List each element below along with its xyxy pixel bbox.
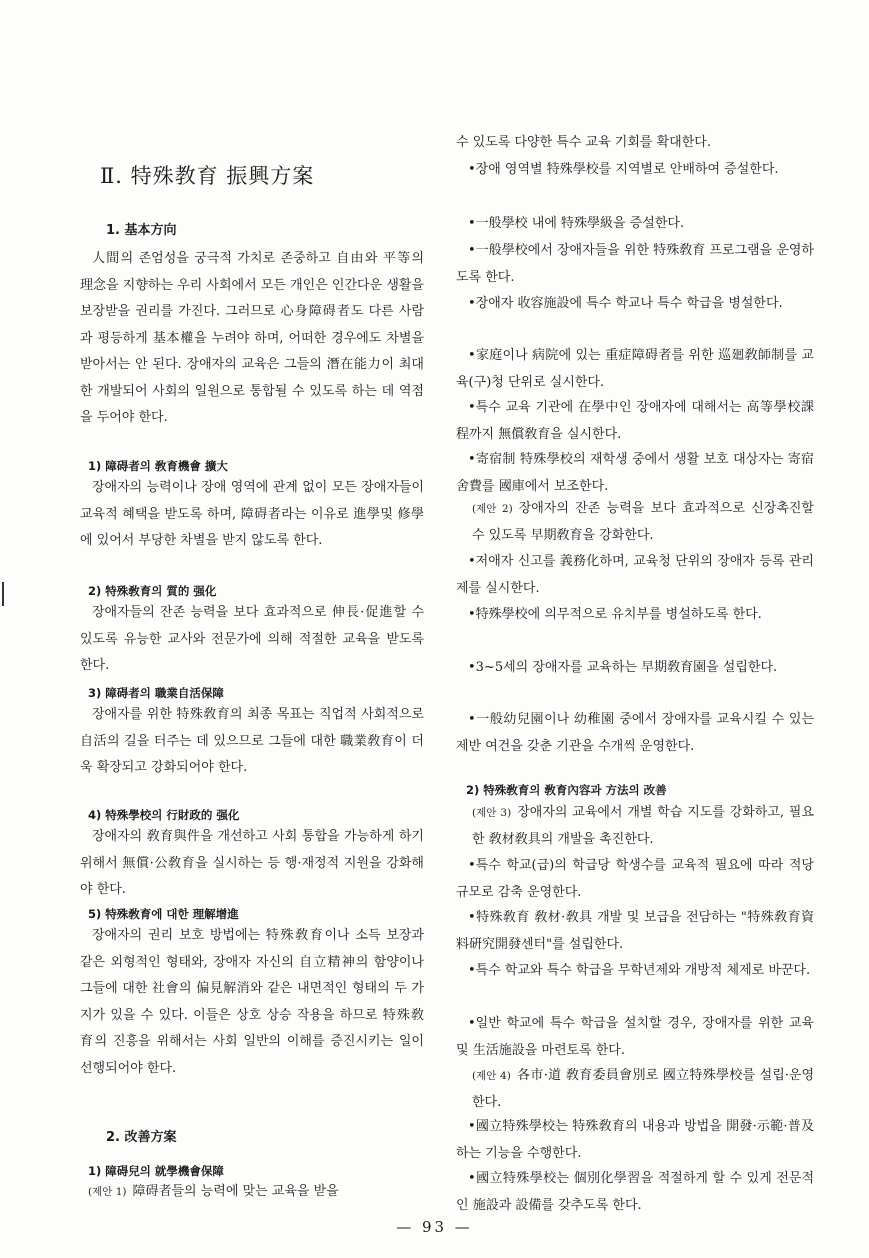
proposal-4-text: 各市·道 敎育委員會別로 國立特殊學校를 설립·운영한다. bbox=[472, 1068, 814, 1110]
proposal-3-bullet-1: •특수 학교(급)의 학급당 학생수를 교육적 필요에 따라 적당 규모로 감축 운영한다. bbox=[456, 858, 814, 900]
paragraph-2: 장애자들의 잔존 능력을 보다 효과적으로 伸長·促進할 수 있도록 유능한 교사와 전문가에 의해 적절한 교육을 받도록 한다. bbox=[80, 605, 424, 673]
subheading-content-method: 2) 特殊敎育의 敎育內容과 方法의 改善 bbox=[466, 783, 667, 797]
section-heading-basic-direction: 1. 基本方向 bbox=[106, 223, 177, 238]
subheading-5: 5) 特殊敎育에 대한 理解增進 bbox=[88, 907, 239, 921]
proposal-1-tag: (제안 1) bbox=[88, 1186, 127, 1198]
proposal-3-text: 장애자의 교육에서 개별 학습 지도를 강화하고, 필요한 敎材敎具의 개발을 촉진한다. bbox=[472, 805, 814, 847]
subheading-4: 4) 特殊學校의 行財政的 强化 bbox=[88, 808, 240, 822]
paragraph-1: 장애자의 능력이나 장애 영역에 관계 없이 모든 장애자들이 교육적 혜택을 받도록 하며, 障碍者라는 이유로 進學및 修學에 있어서 부당한 차별을 받지 않도록 한다. bbox=[80, 480, 424, 548]
subheading-3: 3) 障碍者의 職業自活保障 bbox=[88, 686, 224, 700]
proposal-3-tag: (제안 3) bbox=[472, 807, 512, 819]
proposal-4 bbox=[472, 1063, 814, 1116]
proposal-3-bullet-4: •일반 학교에 특수 학급을 설치할 경우, 장애자를 위한 교육 및 生活施設을 마련토록 한다. bbox=[456, 1016, 814, 1058]
section-intro-paragraph: 人間의 존엄성을 궁극적 가치로 존중하고 自由와 平等의 理念을 지향하는 우리 사회에서 모든 개인은 인간다운 생활을 보장받을 권리를 가진다. 그러므로 心身障碍者도 다른 사람과 평등하게 基本權을 누려야 하며, 어떠한 경우에도 차별을 받아서는 안 된다. 장애자의 교육은 그들의 潛在能力이 최대한 개발되어 사회의 일원으로 통합될 수 있도록 하는 데 역점을 두어야 한다. bbox=[80, 251, 424, 425]
subheading-2: 2) 特殊敎育의 質的 强化 bbox=[88, 584, 217, 598]
proposal-1-text-left: 障碍者들의 능력에 맞는 교육을 받을 bbox=[132, 1184, 339, 1199]
scan-margin-mark bbox=[2, 582, 4, 606]
subheading-enrollment: 1) 障碍兒의 就學機會保障 bbox=[88, 1164, 224, 1178]
proposal-1-bullet-1: •장애 영역별 特殊學校를 지역별로 안배하여 증설한다. bbox=[468, 162, 779, 177]
proposal-2-bullet-2: •特殊學校에 의무적으로 유치부를 병설하도록 한다. bbox=[468, 607, 762, 622]
section-heading-improvement: 2. 改善方案 bbox=[106, 1130, 177, 1145]
proposal-2 bbox=[472, 496, 814, 549]
proposal-2-bullet-3: •3~5세의 장애자를 교육하는 早期敎育園을 설립한다. bbox=[468, 660, 778, 675]
proposal-3 bbox=[472, 800, 814, 853]
proposal-1-start bbox=[88, 1179, 428, 1206]
proposal-1-bullet-4: •장애자 收容施設에 특수 학교나 특수 학급을 병설한다. bbox=[468, 296, 783, 311]
proposal-1-bullet-5: •家庭이나 病院에 있는 重症障碍者를 위한 巡廻敎師制를 교육(구)청 단위로 실시한다. bbox=[456, 348, 814, 390]
proposal-2-text: 장애자의 잔존 능력을 보다 효과적으로 신장촉진할 수 있도록 早期敎育을 강화한다. bbox=[472, 501, 814, 543]
proposal-1-bullet-3: •一般學校에서 장애자들을 위한 特殊敎育 프로그램을 운영하도록 한다. bbox=[456, 243, 814, 285]
proposal-1-continuation: 수 있도록 다양한 특수 교육 기회를 확대한다. bbox=[456, 135, 711, 150]
paragraph-4: 장애자의 敎育與件을 개선하고 사회 통합을 가능하게 하기 위해서 無償·公敎育을 실시하는 등 행·재정적 지원을 강화해야 한다. bbox=[80, 829, 424, 897]
proposal-2-tag: (제안 2) bbox=[472, 503, 513, 515]
proposal-4-tag: (제안 4) bbox=[472, 1070, 511, 1082]
proposal-3-bullet-3: •특수 학교와 특수 학급을 무학년제와 개방적 체제로 바꾼다. bbox=[468, 963, 811, 978]
proposal-2-bullet-4: •一般幼兒園이나 幼稚園 중에서 장애자를 교육시킬 수 있는 제반 여건을 갖춘 기관을 수개씩 운영한다. bbox=[456, 712, 814, 754]
subheading-1: 1) 障碍者의 敎育機會 擴大 bbox=[88, 459, 228, 473]
chapter-title: Ⅱ. 特殊教育 振興方案 bbox=[100, 164, 315, 188]
proposal-1-bullet-6: •특수 교육 기관에 在學中인 장애자에 대해서는 高等學校課程까지 無償敎育을 실시한다. bbox=[456, 400, 814, 442]
proposal-1-bullet-7: •寄宿制 特殊學校의 재학생 중에서 생활 보호 대상자는 寄宿舍費를 國庫에서 보조한다. bbox=[456, 452, 814, 494]
proposal-1-bullet-2: •一般學校 내에 特殊學級을 증설한다. bbox=[468, 216, 685, 231]
page-number: — 93 — bbox=[396, 1218, 473, 1236]
proposal-2-bullet-1: •저애자 신고를 義務化하며, 교육청 단위의 장애자 등록 관리제를 실시한다. bbox=[456, 554, 814, 596]
proposal-4-bullet-2: •國立特殊學校는 個別化學習을 적절하게 할 수 있게 전문적인 施設과 設備를 갖추도록 한다. bbox=[456, 1171, 814, 1213]
proposal-4-bullet-1: •國立特殊學校는 特殊敎育의 내용과 방법을 開發·示範·普及하는 기능을 수행한다. bbox=[456, 1119, 814, 1161]
paragraph-3: 장애자를 위한 特殊敎育의 최종 목표는 직업적 사회적으로 自活의 길을 터주는 데 있으므로 그들에 대한 職業敎育이 더욱 확장되고 강화되어야 한다. bbox=[80, 707, 424, 775]
paragraph-5: 장애자의 권리 보호 방법에는 特殊敎育이나 소득 보장과 같은 외형적인 형태와, 장애자 자신의 自立精神의 함양이나 그들에 대한 社會의 偏見解消와 같은 내면적인 형태의 두 가지가 있을 수 있다. 이들은 상호 상승 작용을 하므로 特殊敎育의 진흥을 위해서는 사회 일반의 이해를 증진시키는 일이 선행되어야 한다. bbox=[80, 928, 424, 1076]
proposal-3-bullet-2: •特殊敎育 敎材·敎具 개발 및 보급을 전담하는 "特殊敎育資料硏究開發센터"를 설립한다. bbox=[456, 910, 814, 952]
